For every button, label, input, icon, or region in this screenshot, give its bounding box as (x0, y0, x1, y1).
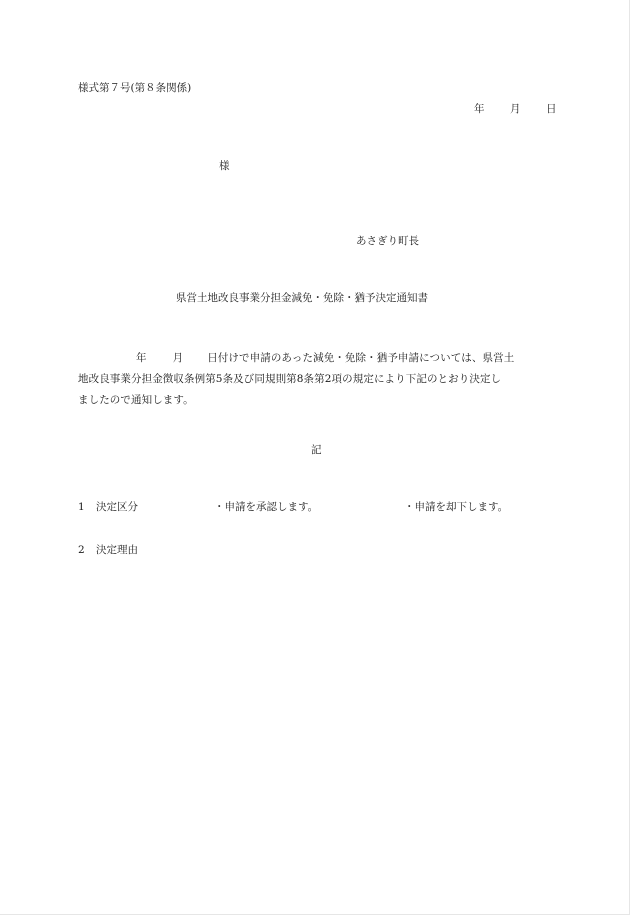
body-line-1-text: 日付けで申請のあった減免・免除・猶予申請については、県営土 (207, 352, 515, 364)
item-1-label: 決定区分 (96, 501, 138, 513)
item-2-label: 決定理由 (96, 544, 138, 556)
body-line-2: 地改良事業分担金徴収条例第5条及び同規則第8条第2項の規定により下記のとおり決定し (78, 373, 502, 385)
date-year-label: 年 (474, 103, 485, 115)
item-2-number: 2 (78, 544, 85, 556)
body-date-year: 年 (136, 352, 147, 364)
addressee-suffix: 様 (219, 160, 230, 172)
body-paragraph (78, 348, 556, 411)
option-approve: ・申請を承認します。 (214, 501, 319, 513)
body-line-1 (78, 348, 556, 369)
date-month-label: 月 (510, 103, 521, 115)
ki-heading: 記 (311, 444, 322, 456)
body-date-month: 月 (172, 352, 184, 364)
option-reject: ・申請を却下します。 (404, 501, 509, 513)
document-title: 県営土地改良事業分担金減免・免除・猶予決定通知書 (176, 292, 428, 304)
issuer-name: あさぎり町長 (356, 235, 419, 247)
date-day-label: 日 (546, 103, 557, 115)
item-1-number: 1 (78, 501, 85, 513)
body-line-3: ましたので通知します。 (78, 394, 194, 406)
form-number: 様式第７号(第８条関係) (78, 82, 192, 94)
